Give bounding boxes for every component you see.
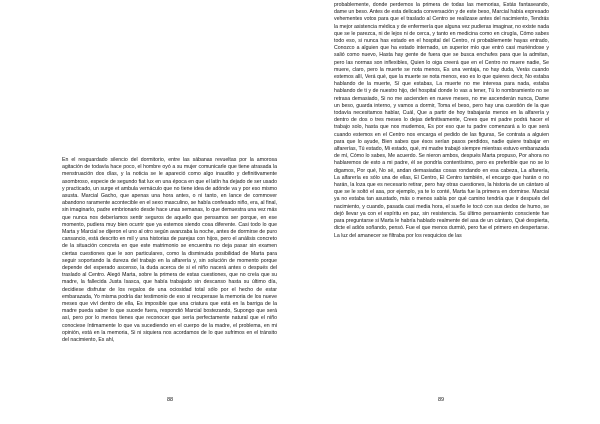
- right-page: [300, 0, 600, 424]
- left-page-number: 88: [166, 397, 174, 403]
- right-page-text: probablemente, donde perdemos la primera de todas las memorias, Estás fantaseando, dame un beso. Antes de esta delicada conversación y de este beso, Marcial había expresado vehementes votos para que el traslado al Centro se realizase antes del nacimiento, Tendrás la mejor asistencia médica y de enfermería que alguna vez pudieras imaginar, no existe nada que se le parezca, ni de lejos ni de cerca, y tanto en medicina como en cirugía, Cómo sabes todo eso, si nunca has estado en el hospital del Centro, ni probablemente hayas entrado, Conozco a alguien que ha estado internado, un superior mío que entró casi muriéndose y salió como nuevo, Hasta hay gente de fuera que se busca enchufes para que la admitan, pero las normas son inflexibles, Quien lo oiga creerá que en el Centro no muere nadie, Se muere, claro, pero la muerte se nota menos, Es una ventaja, no hay duda, Verás cuando estemos allí, Verá qué, que la muerte se nota menos, eso es lo que quieres decir, No estaba hablando de la muerte, Sí que estabas, La muerte no me interesa para nada, estaba hablando de ti y de nuestro hijo, del hospital donde lo vas a tener, Tú lo nombramiento no se retrasa demasiado, Si no me ascienden en nueve meses, no me ascenderán nunca, Dame un beso, guarda interno, y vamos a dormir, Toma el beso, pero hay una cuestión de la que todavía necesitamos hablar, Cuál, Que a partir de hoy trabajarás menos en la alfarería y dentro de dos o tres meses lo dejas definitivamente, Crees que mi padre podrá hacer el trabajo solo, hasta que nos mudemos, Es por eso que tu padre comenzará a lo que será cuando estemos en el Centro nos encarga el pedido de las figuras, Se contrata a alguien para que lo ayude, Bien sabes que ésos serían pasos perdidos, nadie quiere trabajar en alfarerías, Tú estado, Mi estado, qué, mi madre trabajó siempre mientras estuvo embarazada de mí, Cómo lo sabes, Me acuerdo. Se nieron ambos, después Marta propuso, Por ahora no hablaremos de esto a mi padre, él se pondría contentísimo, pero es preferible que no se lo digamos, Por qué, No sé, andan demasiadas cosas rondando en esa cabeza, La alfarería, La alfarería es sólo una de ellas, El Centro, El Centro también, el encargo que harán o no harán, la loza que es necesario retirar, pero hay otras cuestiones, la historia de un cántaro al que se le soltó el asa, por ejemplo, ya te lo conté, Marta fue la primera en dormirse. Marcial ya no estaba tan asustado, más o menos sabía por qué camino tendría que ir después del nacimiento, y cuando, pasada casi media hora, el sueño le tocó con sus dedos de humo, se dejó llevar ya con el espíritu en paz, sin resistencia. Su último pensamiento consciente fue para preguntarse si Marta le habría hablado realmente del asa de un cántaro, Qué despierta, dicte el adiós soñando, pensó. Fue el que menos durmió, pero fue el primero en despertarse. La luz del amanecer se filtraba por los resquicios de las: [334, 2, 549, 239]
- left-page-text: En el resguardado silencio del dormitorio, entre las sábanas revueltas por la amorosa agitación de todavía hace poco, el hombre oyó a su mujer comunicarle que tiene atrasada la menstruación dos días, y la noticia se le apareció como algo inaudito y definitivamente asombroso, especie de segundo fiat lux en una época en que el latín ha dejado de ser usado y practicado, un surge et ambula vernáculo que no tiene idea de adónde va y por eso mismo asusta. Marcial Gacho, que apenas una hora antes, o ni tanto, en lance de commover abandono raramente acontecible en el sexo masculino, se había confesado niño, era, al final, sin imaginarlo, padre embrionario desde hace unas semanas, lo que demuestra una vez más que nunca nos deberíamos sentir seguros de aquello que pensamos ser porque, en ese momento, pudiera muy bien ocurrir que ya estemos siendo cosa diferente. Casi todo lo que Marta y Marcial se dijeron el uno al otro según avanzaba la noche, antes de dormirse de puro cansancio, está descrito en mil y una historias de parejas con hijos, pero el análisis concreto de la situación concreta en que este matrimonio se encuentra no deja pasar sin examen ciertas cuestiones que le son particulares, como la disminuida posibilidad de Marta para seguir soportando la dureza del trabajo en la alfarería y, sin solución de momento porque depende del esperado ascenso, la duda acerca de si el niño nacerá antes o después del traslado al Centro. Alegó Marta, sobre la primera de estas cuestiones, que no creía que su madre, la fallecida Justa Isasca, que había trabajado sin descanso hasta su último día, decidiese disfrutar de los regalos de una ociosidad total sólo por el hecho de estar embarazada, Yo misma podría dar testimonio de eso si recuperase la memoria de los nueve meses que viví dentro de ella, Es imposible que una criatura que está en la barriga de la madre pueda saber lo que sucede fuera, respondió Marcial bostezando, Supongo que será así, pero por lo menos tienes que reconocer que sería perfectamente natural que el niño conociese íntimamente lo que va sucediendo en el cuerpo de la madre, el problema, en mi opinión, está en la memoria, Si ni siquiera nos acordamos de lo que sufrimos en el tránsito del nacimiento, Es ahí,: [62, 157, 277, 344]
- right-page-number: 89: [437, 397, 445, 403]
